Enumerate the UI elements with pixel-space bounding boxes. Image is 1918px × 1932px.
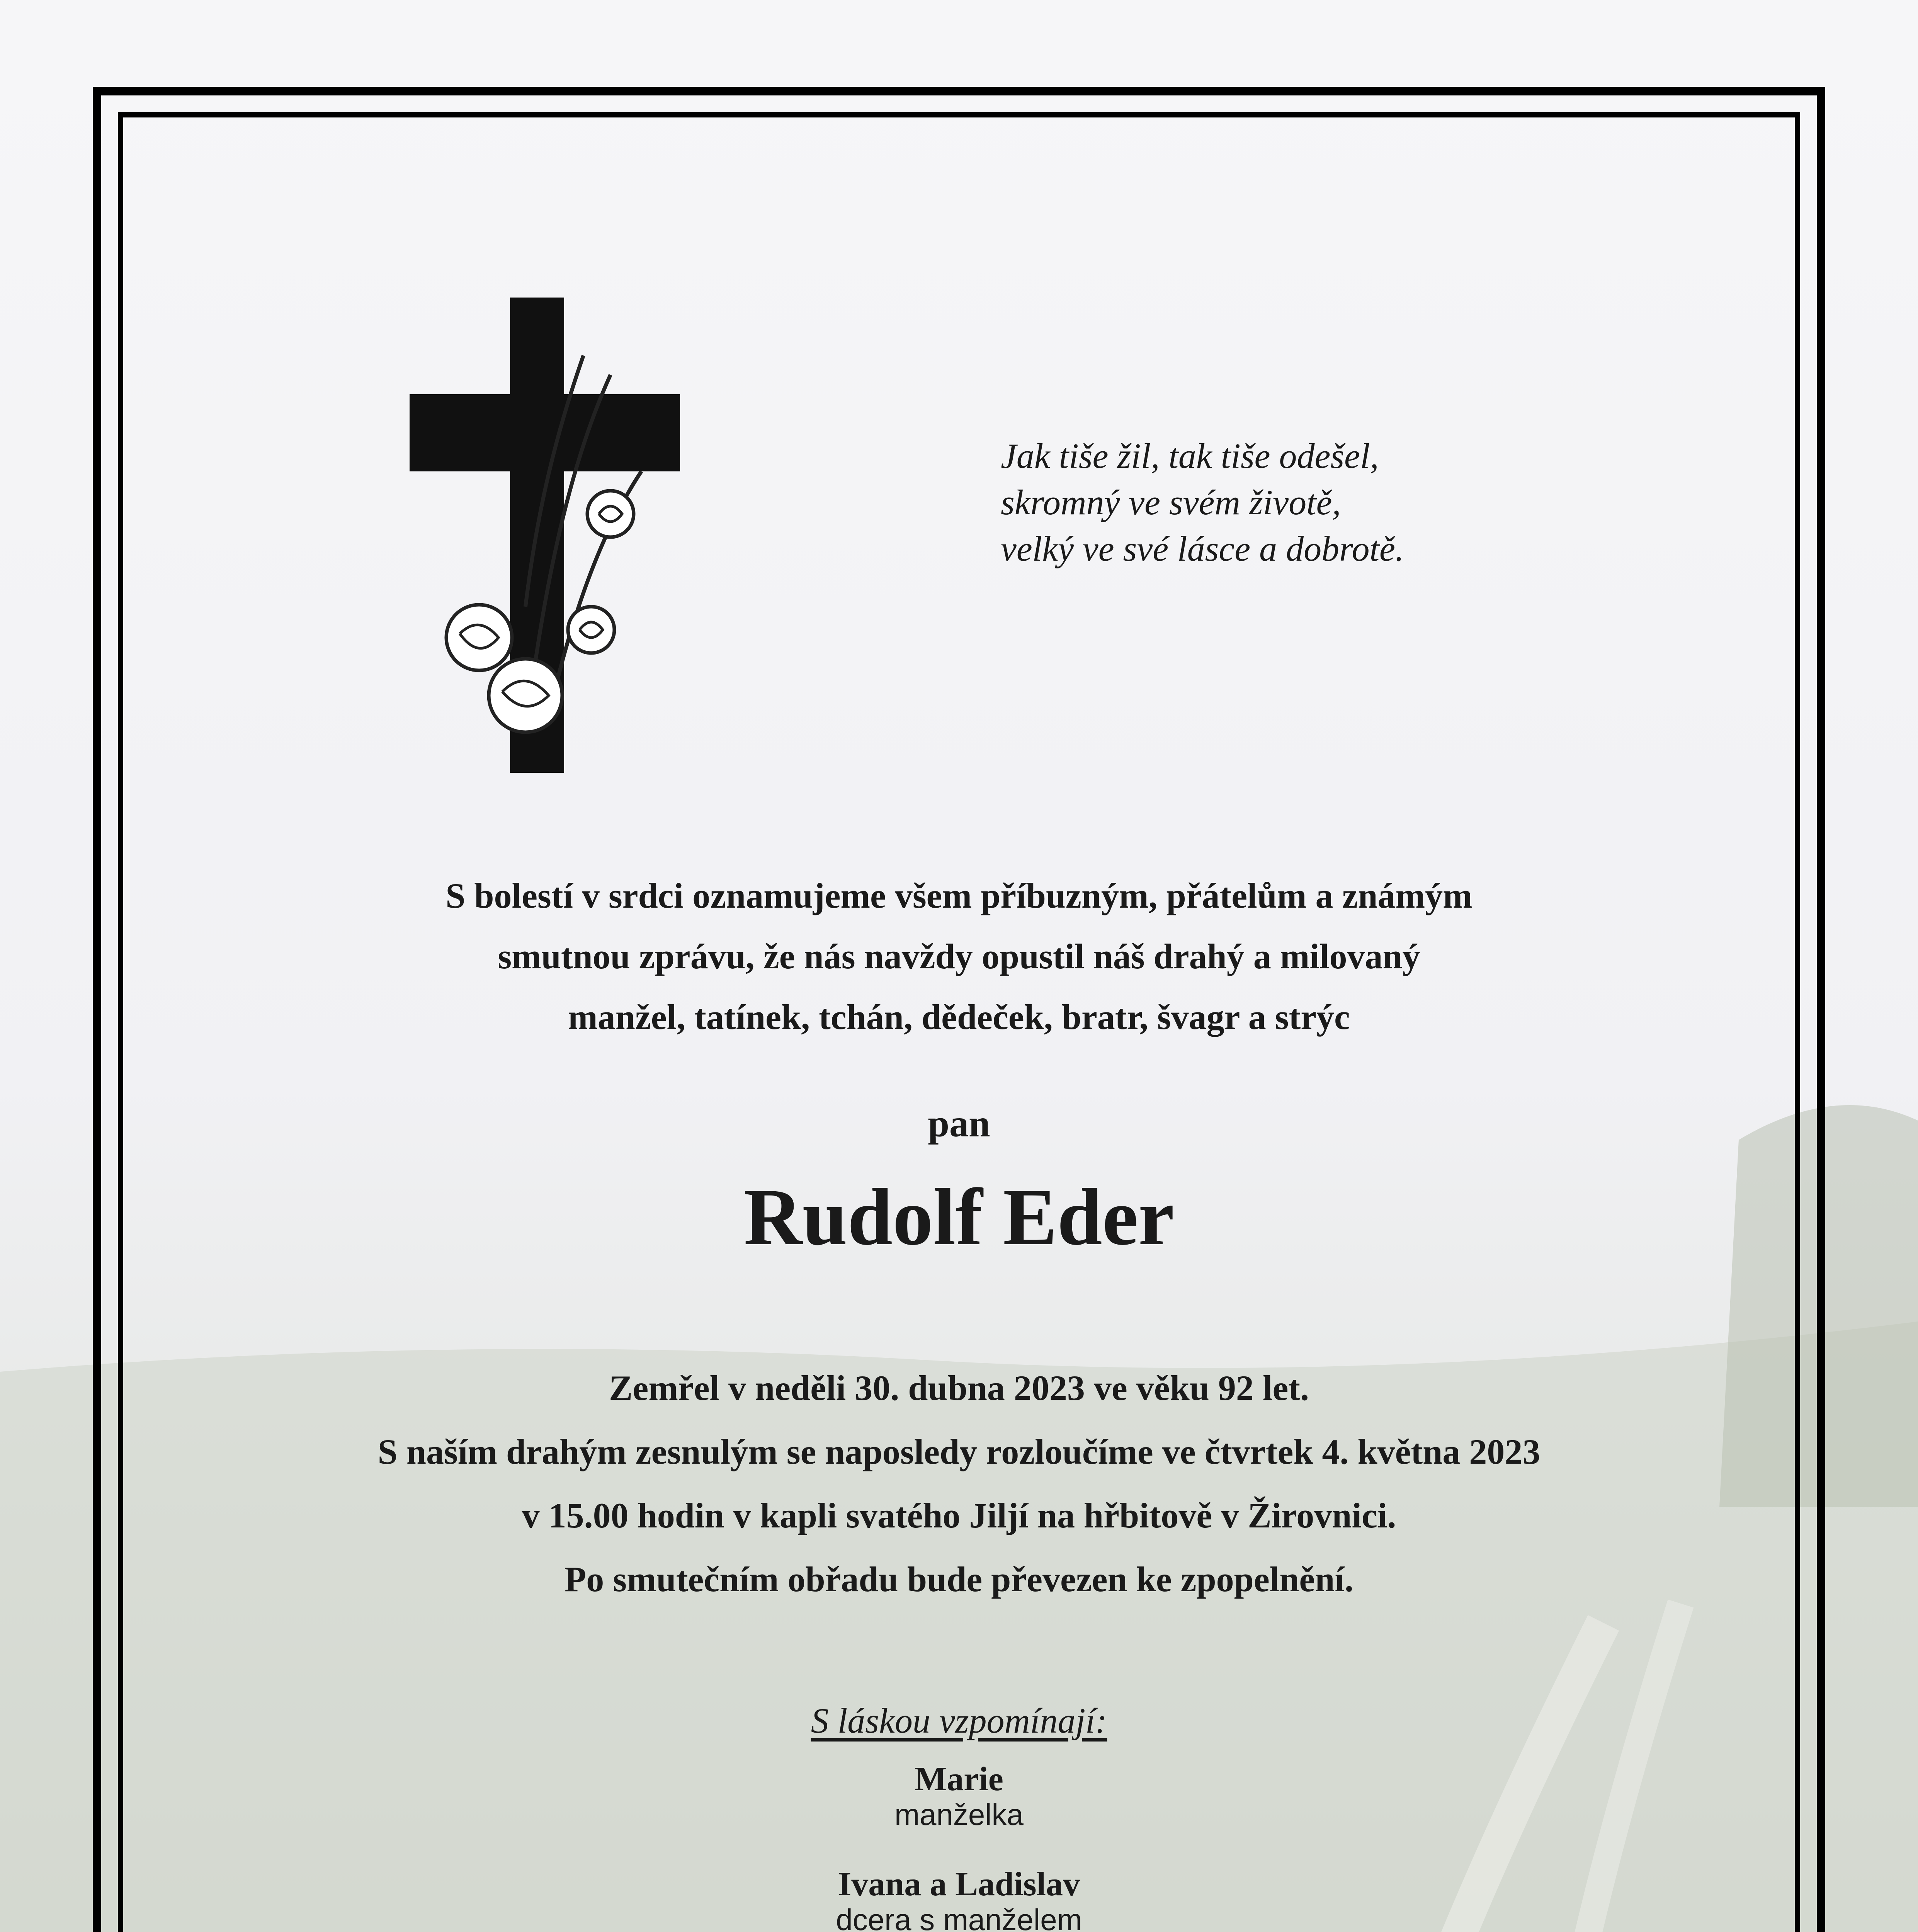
deceased-name: Rudolf Eder [743,1172,1175,1262]
announcement-line: manžel, tatínek, tchán, dědeček, bratr, švagr a strýc [568,997,1350,1037]
mourner-item [139,1867,1779,1932]
funeral-line: S naším drahým zesnulým se naposledy rozloučíme ve čtvrtek 4. května 2023 [377,1432,1541,1471]
honorific: pan [928,1102,990,1145]
mourner-relation: dcera s manželem [836,1903,1082,1932]
announcement-line: smutnou zprávu, že nás navždy opustil náš drahý a milovaný [498,937,1420,976]
funeral-line: Po smutečním obřadu bude převezen ke zpopelnění. [565,1560,1353,1599]
funeral-line: v 15.00 hodin v kapli svatého Jiljí na hřbitově v Žirovnici. [522,1496,1396,1535]
mourner-item [139,1762,1779,1832]
cross-with-roses-icon [410,298,680,773]
announcement-text [139,866,1779,1048]
mourners-list [139,1762,1779,1932]
announcement-line: S bolestí v srdci oznamujeme všem příbuzným, přátelům a známým [445,876,1473,915]
mourner-name: Ivana a Ladislav [838,1866,1080,1903]
motto-line: skromný ve svém životě, [1001,483,1341,522]
motto-line: velký ve své lásce a dobrotě. [1001,529,1404,568]
mourner-relation: manželka [894,1798,1024,1832]
funeral-line: Zemřel v neděli 30. dubna 2023 ve věku 92 let. [609,1368,1309,1408]
mourner-name: Marie [915,1760,1003,1798]
motto [1001,433,1404,572]
motto-line: Jak tiše žil, tak tiše odešel, [1001,436,1379,476]
funeral-details [139,1356,1779,1611]
remember-heading: S láskou vzpomínají: [811,1701,1107,1740]
